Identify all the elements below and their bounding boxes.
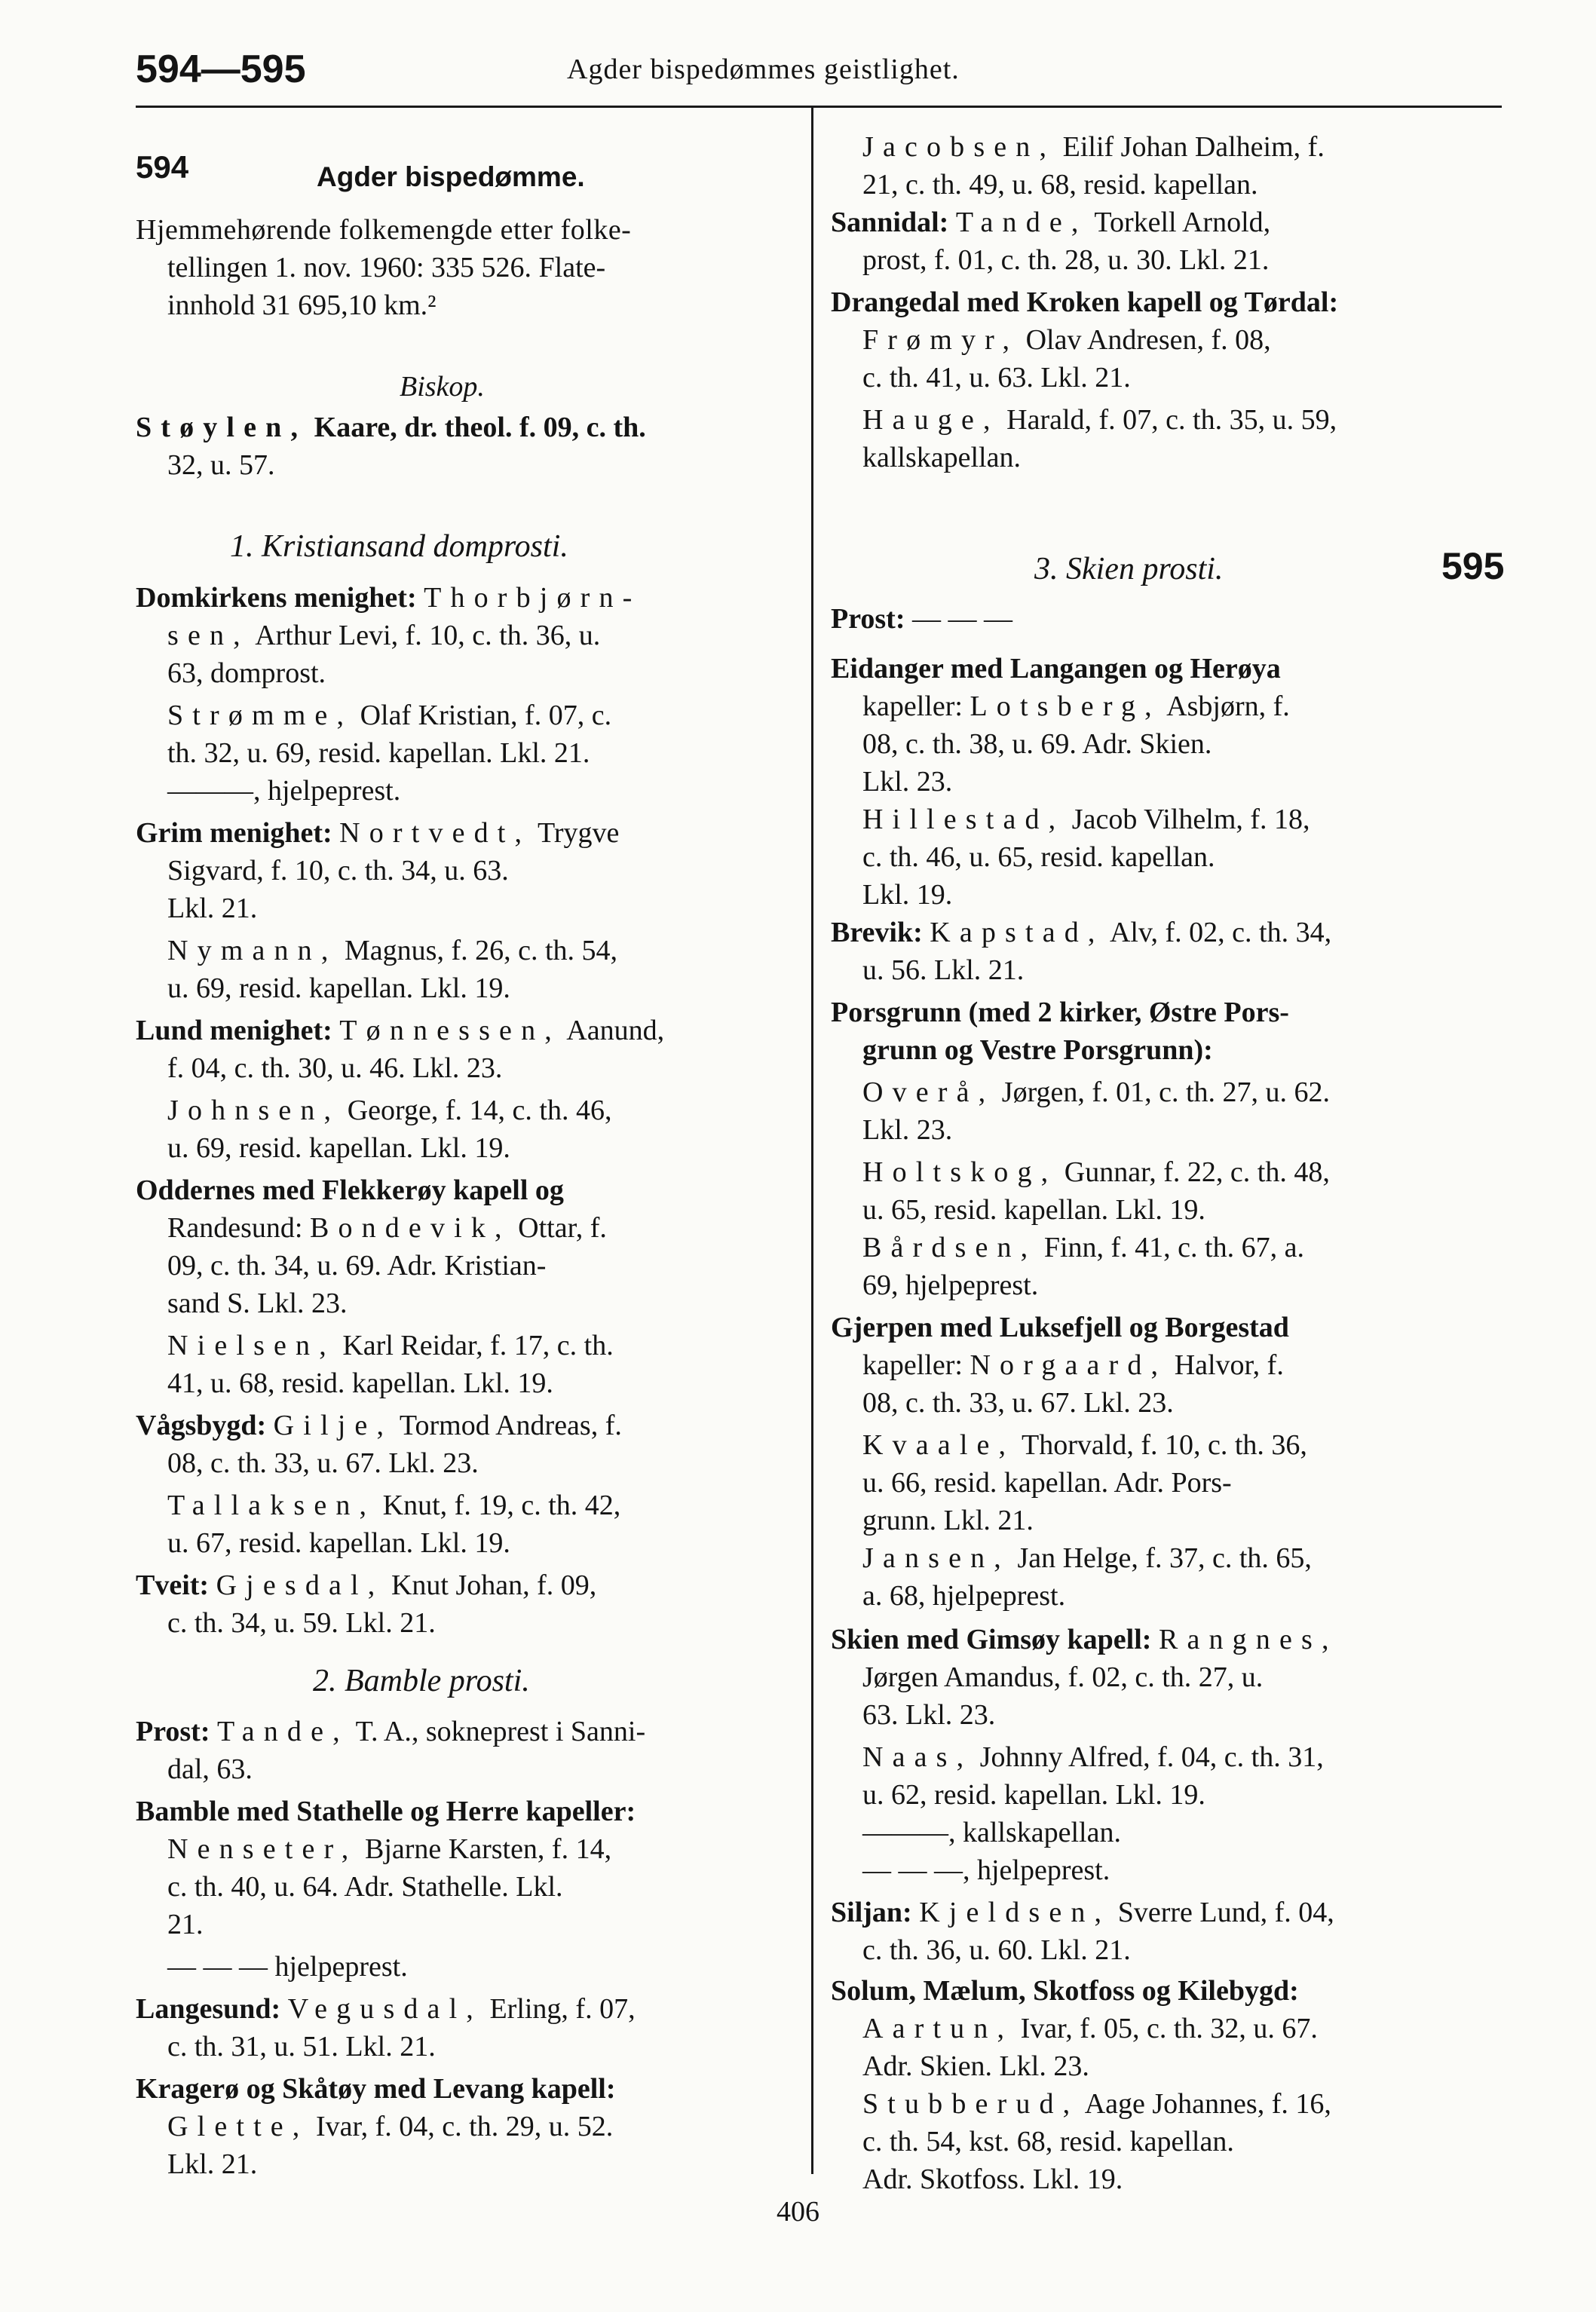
- entry-text: Aage Johannes, f. 16,: [1079, 2088, 1331, 2120]
- parish-label: Grim menighet:: [136, 817, 340, 849]
- entry-line: [862, 838, 1215, 876]
- parish-label: Bamble med Stathelle og Herre kapeller:: [136, 1796, 636, 1827]
- entry-text: Trygve: [531, 817, 620, 849]
- section-number: 594: [136, 149, 189, 185]
- entry-text: Gunnar, f. 22, c. th. 48,: [1057, 1156, 1330, 1188]
- entry-line: [862, 1539, 1312, 1577]
- entry-text: ———, kallskapellan.: [862, 1817, 1121, 1848]
- entry-text: kallskapellan.: [862, 442, 1021, 473]
- entry-line: [167, 1524, 510, 1562]
- entry-text: Tormod Andreas, f.: [393, 1410, 622, 1441]
- entry-line: [862, 166, 1258, 204]
- population-line: tellingen 1. nov. 1960: 335 526. Flate-: [167, 252, 606, 283]
- entry-text: Adr. Skotfoss. Lkl. 19.: [862, 2163, 1123, 2195]
- person-name: Tande,: [955, 207, 1088, 238]
- entry-text: Jørgen, f. 01, c. th. 27, u. 62.: [994, 1076, 1330, 1108]
- entry-line: [862, 2123, 1234, 2160]
- entry-line: [167, 1247, 546, 1285]
- entry-text: Johnny Alfred, f. 04, c. th. 31,: [973, 1741, 1324, 1773]
- person-name: Holtskog,: [862, 1156, 1058, 1188]
- entry-line: [831, 1972, 1299, 2010]
- person-name: Bårdsen,: [862, 1232, 1037, 1263]
- entry-text: sand S. Lkl. 23.: [167, 1288, 348, 1319]
- entry-text: Bjarne Karsten, f. 14,: [357, 1833, 612, 1865]
- entry-line: [862, 1577, 1065, 1615]
- entry-text: prost, f. 01, c. th. 28, u. 30. Lkl. 21.: [862, 244, 1270, 276]
- population-line: innhold 31 695,10 km.²: [167, 289, 437, 321]
- entry-line: [862, 1229, 1304, 1266]
- entry-text: — — —, hjelpeprest.: [862, 1854, 1110, 1886]
- entry-text: Kaare, dr. theol. f. 09, c. th.: [307, 412, 646, 443]
- entry-line: [831, 994, 1289, 1031]
- entry-line: [862, 1266, 1038, 1304]
- entry-text: 63. Lkl. 23.: [862, 1699, 996, 1731]
- entry-line: [831, 650, 1281, 687]
- parish-label: Langesund:: [136, 1993, 288, 2025]
- person-name: Hauge,: [862, 404, 1000, 436]
- entry-text: Lkl. 19.: [862, 879, 953, 911]
- person-name: Hillestad,: [862, 804, 1065, 835]
- entry-line: [167, 1049, 502, 1087]
- entry-text: Lkl. 21.: [167, 893, 258, 924]
- entry-text: Knut Johan, f. 09,: [384, 1569, 597, 1601]
- biskop-heading: Biskop.: [400, 371, 485, 403]
- entry-text: c. th. 54, kst. 68, resid. kapellan.: [862, 2126, 1234, 2157]
- entry-text: c. th. 34, u. 59. Lkl. 21.: [167, 1607, 436, 1639]
- entry-line: [831, 600, 1012, 638]
- entry-line: [167, 1750, 253, 1788]
- entry-text: Ottar, f.: [510, 1212, 607, 1244]
- person-name: Johnsen,: [167, 1095, 341, 1126]
- entry-text: Aanund,: [560, 1015, 665, 1046]
- entry-line: [862, 687, 1290, 725]
- entry-line: [862, 321, 1271, 359]
- person-name: Nielsen,: [167, 1330, 335, 1361]
- person-name: Stubberud,: [862, 2088, 1080, 2120]
- entry-text: George, f. 14, c. th. 46,: [340, 1095, 612, 1126]
- entry-text: Halvor, f.: [1167, 1349, 1284, 1381]
- person-name: Frømyr,: [862, 324, 1019, 356]
- parish-label: Kragerø og Skåtøy med Levang kapell:: [136, 2073, 616, 2105]
- entry-text: u. 69, resid. kapellan. Lkl. 19.: [167, 972, 510, 1004]
- person-name: Tande,: [217, 1716, 349, 1747]
- entry-line: [862, 1426, 1307, 1464]
- entry-text: 08, c. th. 33, u. 67. Lkl. 23.: [167, 1447, 479, 1479]
- entry-text: Thorvald, f. 10, c. th. 36,: [1015, 1429, 1307, 1461]
- biskop-entry-cont: 32, u. 57.: [167, 449, 275, 481]
- entry-line: [167, 1487, 620, 1524]
- entry-text: u. 62, resid. kapellan. Lkl. 19.: [862, 1779, 1205, 1811]
- parish-label: Domkirkens menighet:: [136, 582, 424, 614]
- parish-label: Tveit:: [136, 1569, 216, 1601]
- entry-text: Arthur Levi, f. 10, c. th. 36, u.: [249, 620, 601, 651]
- entry-line: [136, 1566, 596, 1604]
- entry-line: [831, 283, 1338, 321]
- person-name: Nortvedt,: [339, 817, 531, 849]
- entry-text: Lkl. 23.: [862, 766, 953, 798]
- entry-line: [167, 2108, 613, 2145]
- entry-line: [167, 1830, 611, 1868]
- entry-line: [862, 1658, 1263, 1696]
- entry-line: [167, 1604, 436, 1642]
- entry-text: Finn, f. 41, c. th. 67, a.: [1037, 1232, 1304, 1263]
- entry-line: [862, 1153, 1330, 1191]
- entry-text: Ivar, f. 04, c. th. 29, u. 52.: [308, 2111, 614, 2142]
- person-name: Lotsberg,: [970, 691, 1161, 722]
- person-name: Tallaksen,: [167, 1490, 376, 1521]
- person-name: Kjeldsen,: [919, 1897, 1111, 1928]
- entry-text: Lkl. 23.: [862, 1114, 953, 1146]
- person-name: Overå,: [862, 1076, 995, 1108]
- entry-text: 21.: [167, 1909, 204, 1940]
- entry-text: c. th. 46, u. 65, resid. kapellan.: [862, 841, 1215, 873]
- person-name: Gilje,: [273, 1410, 394, 1441]
- entry-line: [862, 1384, 1174, 1422]
- person-name: Kapstad,: [930, 917, 1104, 948]
- entry-text: 41, u. 68, resid. kapellan. Lkl. 19.: [167, 1367, 553, 1399]
- entry-line: [167, 1364, 553, 1402]
- person-name: Tønnessen,: [339, 1015, 561, 1046]
- entry-text: th. 32, u. 69, resid. kapellan. Lkl. 21.: [167, 737, 590, 769]
- parish-label: Eidanger med Langangen og Herøya: [831, 653, 1281, 684]
- person-name: Nenseter,: [167, 1833, 358, 1865]
- entry-line: [862, 1073, 1330, 1111]
- entry-line: [136, 579, 641, 617]
- entry-text: u. 65, resid. kapellan. Lkl. 19.: [862, 1194, 1205, 1226]
- entry-text: Asbjørn, f.: [1160, 691, 1290, 722]
- entry-line: [136, 1012, 664, 1049]
- entry-line: [862, 1191, 1205, 1229]
- column-divider: [811, 107, 813, 2174]
- parish-label: Gjerpen med Luksefjell og Borgestad: [831, 1312, 1289, 1343]
- person-name: Norgaard,: [970, 1349, 1168, 1381]
- entry-line: [167, 1129, 510, 1167]
- entry-text: Jørgen Amandus, f. 02, c. th. 27, u.: [862, 1661, 1264, 1693]
- entry-line: [831, 1894, 1334, 1931]
- entry-text: grunn. Lkl. 21.: [862, 1505, 1034, 1536]
- entry-line: [862, 951, 1024, 989]
- entry-line: [167, 2028, 436, 2065]
- entry-line: [167, 852, 509, 890]
- entry-text: ———, hjelpeprest.: [167, 775, 401, 807]
- page-marker: 595: [1441, 545, 1505, 587]
- entry-line: [831, 914, 1331, 951]
- parish-label: Porsgrunn (med 2 kirker, Østre Pors-: [831, 997, 1289, 1028]
- entry-line: [862, 2085, 1331, 2123]
- entry-text: 08, c. th. 33, u. 67. Lkl. 23.: [862, 1387, 1174, 1419]
- entry-line: [862, 1502, 1034, 1539]
- entry-line: [862, 801, 1310, 838]
- person-name: Jansen,: [862, 1542, 1010, 1574]
- entry-line: [167, 1285, 348, 1322]
- biskop-entry: [136, 409, 646, 446]
- entry-text: Harald, f. 07, c. th. 35, u. 59,: [999, 404, 1337, 436]
- entry-line: [862, 2010, 1318, 2047]
- entry-text: Eilif Johan Dalheim, f.: [1055, 131, 1325, 163]
- entry-line: [167, 1092, 611, 1129]
- entry-line: [136, 1171, 564, 1209]
- parish-label: Brevik:: [831, 917, 930, 948]
- prosti-heading-bamble: 2. Bamble prosti.: [313, 1664, 530, 1698]
- parish-label: Lund menighet:: [136, 1015, 340, 1046]
- entry-line: [862, 2047, 1089, 2085]
- entry-text: Ivar, f. 05, c. th. 32, u. 67.: [1013, 2013, 1318, 2044]
- entry-text: Torkell Arnold,: [1087, 207, 1271, 238]
- entry-text: u. 69, resid. kapellan. Lkl. 19.: [167, 1132, 510, 1164]
- entry-text: — — —: [912, 603, 1012, 635]
- entry-line: [167, 1948, 408, 1986]
- entry-line: [862, 1696, 995, 1734]
- entry-line: [862, 725, 1212, 763]
- entry-text: Jan Helge, f. 37, c. th. 65,: [1009, 1542, 1312, 1574]
- entry-text: Erling, f. 07,: [482, 1993, 636, 2025]
- entry-text: u. 56. Lkl. 21.: [862, 954, 1025, 986]
- entry-line: [862, 1931, 1131, 1969]
- person-name: sen,: [167, 620, 250, 651]
- entry-line: [831, 1309, 1289, 1346]
- entry-line: [167, 2145, 257, 2183]
- entry-line: [167, 617, 600, 654]
- entry-text: u. 67, resid. kapellan. Lkl. 19.: [167, 1527, 510, 1559]
- entry-line: [862, 1464, 1232, 1502]
- entry-text: Olaf Kristian, f. 07, c.: [353, 700, 612, 731]
- entry-line: [862, 1814, 1121, 1851]
- person-name: Rangnes,: [1158, 1624, 1338, 1655]
- parish-label: Prost:: [136, 1716, 217, 1747]
- entry-line: [136, 814, 619, 852]
- person-name: Vegusdal,: [287, 1993, 482, 2025]
- entry-text: f. 04, c. th. 30, u. 46. Lkl. 23.: [167, 1052, 503, 1084]
- parish-label: Sannidal:: [831, 207, 956, 238]
- entry-line: [862, 1851, 1110, 1889]
- parish-label: Vågsbygd:: [136, 1410, 274, 1441]
- entry-line: [831, 204, 1270, 241]
- entry-text: 63, domprost.: [167, 657, 326, 689]
- entry-text: c. th. 41, u. 63. Lkl. 21.: [862, 362, 1131, 393]
- person-name: Thorbjørn-: [424, 582, 642, 614]
- person-name: Gjesdal,: [216, 1569, 384, 1601]
- footer-page-number: 406: [777, 2196, 819, 2228]
- entry-text: kapeller:: [862, 1349, 970, 1381]
- entry-line: [862, 439, 1021, 476]
- entry-line: [167, 1906, 204, 1943]
- section-title: Agder bispedømme.: [317, 161, 585, 192]
- entry-line: [862, 876, 952, 914]
- parish-label: grunn og Vestre Porsgrunn):: [862, 1034, 1213, 1066]
- entry-line: [167, 654, 326, 692]
- entry-text: Olav Andresen, f. 08,: [1019, 324, 1271, 356]
- header-page-range: 594—595: [136, 47, 306, 91]
- entry-text: kapeller:: [862, 691, 970, 722]
- entry-line: [167, 969, 510, 1007]
- entry-text: 08, c. th. 38, u. 69. Adr. Skien.: [862, 728, 1212, 760]
- header-rule: [136, 106, 1502, 108]
- entry-text: c. th. 40, u. 64. Adr. Stathelle. Lkl.: [167, 1871, 563, 1903]
- entry-line: [167, 734, 590, 772]
- entry-line: [862, 1776, 1205, 1814]
- person-name: Kvaale,: [862, 1429, 1015, 1461]
- entry-text: — — — hjelpeprest.: [167, 1951, 408, 1983]
- entry-line: [136, 1793, 636, 1830]
- prosti-heading-skien: 3. Skien prosti.: [1034, 552, 1224, 586]
- person-name: Naas,: [862, 1741, 973, 1773]
- entry-text: T. A., sokneprest i Sanni-: [348, 1716, 646, 1747]
- entry-line: [862, 1031, 1213, 1069]
- entry-line: [862, 763, 952, 801]
- entry-line: [167, 890, 257, 927]
- entry-line: [167, 772, 400, 810]
- parish-label: Siljan:: [831, 1897, 920, 1928]
- entry-text: u. 66, resid. kapellan. Adr. Pors-: [862, 1467, 1232, 1499]
- entry-text: Karl Reidar, f. 17, c. th.: [335, 1330, 614, 1361]
- entry-text: Adr. Skien. Lkl. 23.: [862, 2050, 1089, 2082]
- entry-text: Sverre Lund, f. 04,: [1110, 1897, 1334, 1928]
- entry-line: [136, 1407, 622, 1444]
- entry-line: [862, 401, 1337, 439]
- entry-text: Alv, f. 02, c. th. 34,: [1104, 917, 1332, 948]
- entry-line: [862, 359, 1131, 397]
- header-title: Agder bispedømmes geistlighet.: [567, 54, 960, 85]
- entry-text: Jacob Vilhelm, f. 18,: [1065, 804, 1310, 835]
- entry-line: [167, 1209, 607, 1247]
- entry-line: [167, 1327, 614, 1364]
- entry-text: a. 68, hjelpeprest.: [862, 1580, 1066, 1612]
- entry-text: c. th. 36, u. 60. Lkl. 21.: [862, 1934, 1131, 1966]
- parish-label: Skien med Gimsøy kapell:: [831, 1624, 1159, 1655]
- entry-text: 69, hjelpeprest.: [862, 1269, 1039, 1301]
- entry-line: [167, 697, 611, 734]
- parish-label: Prost:: [831, 603, 912, 635]
- entry-line: [862, 1111, 952, 1149]
- person-name: Strømme,: [167, 700, 354, 731]
- entry-line: [167, 932, 617, 969]
- person-name: Jacobsen,: [862, 131, 1056, 163]
- entry-line: [862, 1346, 1284, 1384]
- entry-line: [136, 1713, 645, 1750]
- entry-line: [136, 1990, 636, 2028]
- entry-text: Magnus, f. 26, c. th. 54,: [337, 935, 618, 966]
- person-name: Bondevik,: [309, 1212, 511, 1244]
- entry-text: c. th. 31, u. 51. Lkl. 21.: [167, 2031, 436, 2062]
- entry-text: Knut, f. 19, c. th. 42,: [375, 1490, 621, 1521]
- entry-line: [831, 1621, 1338, 1658]
- entry-text: Lkl. 21.: [167, 2148, 258, 2180]
- entry-line: [167, 1868, 563, 1906]
- person-name: Aartun,: [862, 2013, 1014, 2044]
- entry-text: 09, c. th. 34, u. 69. Adr. Kristian-: [167, 1250, 547, 1282]
- person-name: Støylen,: [136, 412, 308, 443]
- population-line: Hjemmehørende folkemengde etter folke-: [136, 214, 632, 246]
- parish-label: Solum, Mælum, Skotfoss og Kilebygd:: [831, 1975, 1299, 2007]
- prosti-heading-kristiansand: 1. Kristiansand domprosti.: [230, 529, 568, 564]
- person-name: Glette,: [167, 2111, 309, 2142]
- entry-line: [136, 2070, 615, 2108]
- person-name: Nymann,: [167, 935, 338, 966]
- parish-label: Drangedal med Kroken kapell og Tørdal:: [831, 286, 1339, 318]
- entry-text: Randesund:: [167, 1212, 310, 1244]
- entry-line: [862, 2160, 1123, 2198]
- entry-line: [862, 1738, 1324, 1776]
- entry-line: [862, 128, 1325, 166]
- entry-text: Sigvard, f. 10, c. th. 34, u. 63.: [167, 855, 509, 887]
- entry-line: [862, 241, 1269, 279]
- entry-text: 21, c. th. 49, u. 68, resid. kapellan.: [862, 169, 1258, 201]
- entry-text: dal, 63.: [167, 1753, 253, 1785]
- entry-line: [167, 1444, 479, 1482]
- parish-label: Oddernes med Flekkerøy kapell og: [136, 1174, 564, 1206]
